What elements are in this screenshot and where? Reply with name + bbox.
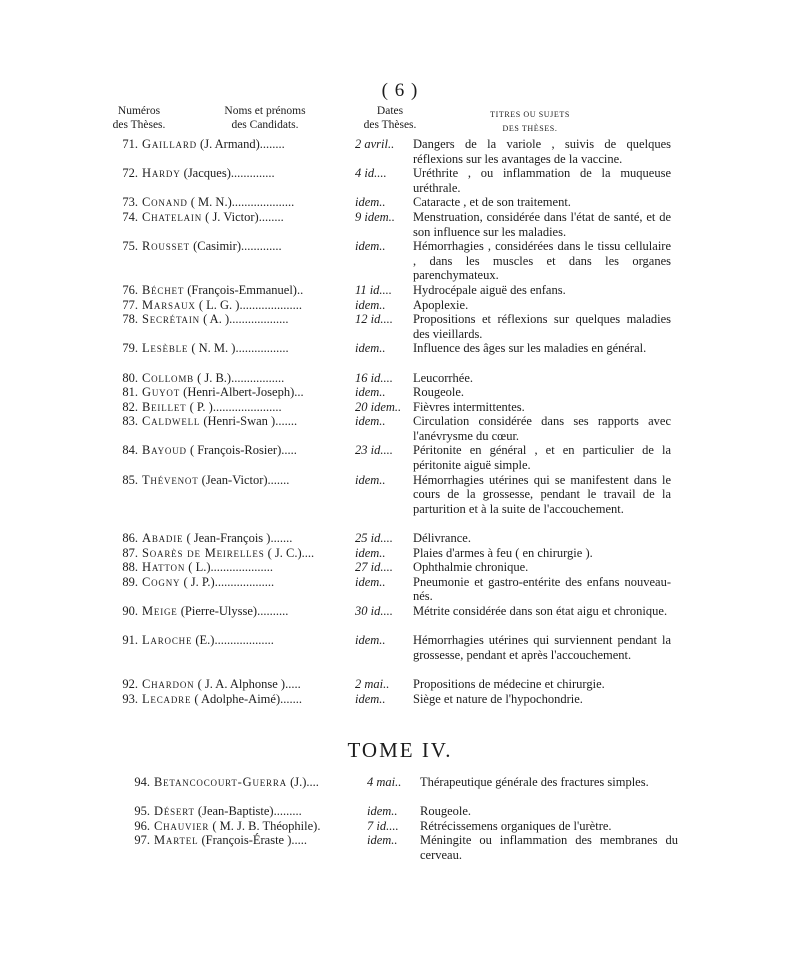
thesis-entry xyxy=(0,804,800,819)
thesis-title: Cataracte , et de son traitement. xyxy=(413,195,571,210)
thesis-title: Propositions et réflexions sur quelques maladies des vieillards. xyxy=(413,312,671,341)
candidate-name xyxy=(142,443,297,458)
dot-leader: ...................... xyxy=(212,399,282,414)
header-numbers-line2: des Thèses. xyxy=(112,119,166,131)
dot-leader: . xyxy=(317,818,321,833)
candidate-name xyxy=(154,833,307,848)
candidate-surname: Collomb xyxy=(142,370,194,385)
candidate-surname: Conand xyxy=(142,195,188,210)
entry-number: 91. xyxy=(122,633,138,648)
thesis-title: Thérapeutique générale des fractures simples. xyxy=(420,775,649,789)
entry-number: 79. xyxy=(122,341,138,356)
candidate-surname: Martel xyxy=(154,833,199,848)
thesis-entry xyxy=(0,283,800,298)
entry-number: 86. xyxy=(122,531,138,546)
candidate-given-names: ( J. C.) xyxy=(267,545,302,560)
candidate-given-names: (François-Emmanuel).. xyxy=(187,282,304,297)
thesis-date: 7 id.... xyxy=(367,818,399,833)
dot-leader: ................. xyxy=(231,370,285,385)
entry-number: 87. xyxy=(122,545,138,560)
header-numbers-line1: Numéros xyxy=(117,105,161,117)
dot-leader: .................... xyxy=(210,560,274,575)
thesis-entry xyxy=(0,385,800,400)
candidate-name xyxy=(142,677,301,692)
thesis-entry xyxy=(0,833,800,862)
dot-leader: ............. xyxy=(241,239,282,254)
entry-number: 94. xyxy=(134,775,150,789)
candidate-surname: Lecadre xyxy=(142,691,192,706)
candidate-name xyxy=(142,414,297,429)
thesis-title: Apoplexie. xyxy=(413,297,469,312)
entry-number: 82. xyxy=(122,399,138,414)
entry-number: 89. xyxy=(122,574,138,589)
thesis-date: idem.. xyxy=(355,691,386,706)
thesis-entry xyxy=(0,546,800,561)
candidate-name xyxy=(142,400,282,415)
thesis-entry xyxy=(0,692,800,707)
thesis-entry xyxy=(0,775,800,804)
thesis-entry xyxy=(0,371,800,386)
header-names-line2: des Candidats. xyxy=(231,119,299,131)
entry-number: 81. xyxy=(122,385,138,400)
candidate-given-names: ( François-Rosier) xyxy=(189,443,282,458)
thesis-title: Hémorrhagies utérines qui se manifestent dans le cours de la grossesse, pendant le travail de la parturition et à la suite de l'accouchement. xyxy=(413,472,671,516)
dot-leader: ................... xyxy=(229,312,289,327)
candidate-given-names: (Jacques) xyxy=(183,166,231,181)
dot-leader: ....... xyxy=(267,472,290,487)
entry-number: 73. xyxy=(122,195,138,210)
thesis-entry xyxy=(0,239,800,283)
entry-number: 77. xyxy=(122,297,138,312)
header-dates-line2: des Thèses. xyxy=(363,119,417,131)
candidate-name xyxy=(142,137,285,152)
thesis-entry xyxy=(0,560,800,575)
candidate-given-names: ( M. N.) xyxy=(190,195,232,210)
thesis-title: Rétrécissemens organiques de l'urètre. xyxy=(420,818,612,833)
candidate-given-names: (J.) xyxy=(290,775,307,789)
thesis-entry xyxy=(0,604,800,633)
candidate-given-names: ( A. ) xyxy=(203,312,230,327)
candidate-name xyxy=(142,166,275,181)
candidate-name xyxy=(142,210,284,225)
candidate-surname: Soarès de Meirelles xyxy=(142,545,265,560)
candidate-surname: Caldwell xyxy=(142,414,201,429)
thesis-list-tome-iv xyxy=(0,775,800,863)
dot-leader: ........ xyxy=(258,209,284,224)
candidate-surname: Hardy xyxy=(142,166,181,181)
entry-number: 90. xyxy=(122,604,138,619)
thesis-entry xyxy=(0,195,800,210)
entry-number: 95. xyxy=(134,804,150,819)
candidate-name xyxy=(142,575,274,590)
header-titles-line1: TITRES OU SUJETS xyxy=(490,110,570,119)
candidate-given-names: ( M. J. B. Théophile) xyxy=(212,818,318,833)
thesis-date: 12 id.... xyxy=(355,312,393,327)
entry-number: 74. xyxy=(122,209,138,224)
thesis-title: Uréthrite , ou inflammation de la muqueuse uréthrale. xyxy=(413,166,671,195)
thesis-title: Métrite considérée dans son état aigu et chronique. xyxy=(413,604,668,619)
thesis-date: idem.. xyxy=(355,341,386,356)
candidate-given-names: ( J. Victor) xyxy=(205,209,259,224)
candidate-surname: Lesèble xyxy=(142,341,189,356)
candidate-name xyxy=(142,560,273,575)
thesis-date: idem.. xyxy=(355,545,386,560)
dot-leader: ... xyxy=(294,385,304,400)
dot-leader: ........ xyxy=(259,137,285,151)
thesis-list xyxy=(0,137,800,706)
thesis-date: idem.. xyxy=(367,804,398,819)
thesis-title: Leucorrhée. xyxy=(413,370,474,385)
thesis-title: Menstruation, considérée dans l'état de santé, et de son influence sur les maladies. xyxy=(413,209,671,239)
candidate-name xyxy=(142,604,288,619)
candidate-surname: Rousset xyxy=(142,239,190,254)
header-dates-line1: Dates xyxy=(376,105,404,117)
dot-leader: .................... xyxy=(231,195,295,210)
candidate-name xyxy=(142,195,294,210)
entry-number: 83. xyxy=(122,414,138,429)
entry-number: 92. xyxy=(122,677,138,692)
candidate-given-names: (Jean-Victor) xyxy=(201,472,268,487)
dot-leader: ..... xyxy=(285,677,301,692)
candidate-given-names: (Pierre-Ulysse) xyxy=(180,604,258,619)
entry-number: 84. xyxy=(122,443,138,458)
candidate-name xyxy=(142,298,302,313)
thesis-date: 4 mai.. xyxy=(367,775,402,789)
candidate-given-names: (Henri-Swan ) xyxy=(203,414,276,429)
dot-leader: .............. xyxy=(230,166,275,181)
thesis-date: idem.. xyxy=(355,472,386,487)
thesis-entry xyxy=(0,819,800,834)
dot-leader: .... xyxy=(301,545,315,560)
thesis-date: idem.. xyxy=(355,297,386,312)
candidate-name xyxy=(142,531,292,546)
candidate-surname: Abadie xyxy=(142,531,184,546)
dot-leader: .................... xyxy=(239,297,302,312)
candidate-name xyxy=(142,546,314,561)
candidate-given-names: ( L. G. ) xyxy=(198,297,240,312)
thesis-title: Plaies d'armes à feu ( en chirurgie ). xyxy=(413,545,593,560)
thesis-date: idem.. xyxy=(367,833,398,848)
candidate-surname: Chatelain xyxy=(142,209,203,224)
candidate-given-names: ( J. B.) xyxy=(197,370,232,385)
thesis-title: Fièvres intermittentes. xyxy=(413,399,525,414)
thesis-title: Dangers de la variole , suivis de quelques réflexions sur les avantages de la vaccine. xyxy=(413,137,671,166)
dot-leader: ....... xyxy=(270,531,293,546)
dot-leader: ................... xyxy=(214,574,275,589)
candidate-name xyxy=(154,819,320,834)
candidate-given-names: (Casimir) xyxy=(193,239,241,254)
dot-leader: ................. xyxy=(235,341,289,356)
entry-number: 96. xyxy=(134,818,150,833)
thesis-date: 2 mai.. xyxy=(355,677,390,692)
candidate-given-names: ( P. ) xyxy=(189,399,213,414)
entry-number: 93. xyxy=(122,691,138,706)
candidate-given-names: (Jean-Baptiste) xyxy=(197,804,274,819)
thesis-title: Péritonite en général , et en particulier de la péritonite aiguë simple. xyxy=(413,443,671,473)
entry-number: 85. xyxy=(122,472,138,487)
header-titles-line2: DES THÈSES. xyxy=(502,124,558,133)
thesis-entry xyxy=(0,473,800,531)
thesis-entry xyxy=(0,414,800,443)
dot-leader: ..... xyxy=(281,443,297,458)
thesis-entry xyxy=(0,341,800,370)
candidate-name xyxy=(142,283,303,298)
header-titles xyxy=(465,108,595,136)
thesis-date: 27 id.... xyxy=(355,560,393,575)
candidate-given-names: ( N. M. ) xyxy=(191,341,236,356)
candidate-name xyxy=(142,692,302,707)
dot-leader: .... xyxy=(306,775,319,789)
tome-heading: TOME IV. xyxy=(347,738,453,762)
thesis-entry xyxy=(0,677,800,692)
thesis-entry xyxy=(0,531,800,546)
candidate-name xyxy=(142,385,304,400)
candidate-surname: Guyot xyxy=(142,385,181,400)
thesis-entry xyxy=(0,312,800,341)
candidate-given-names: (E.) xyxy=(195,633,215,648)
thesis-entry xyxy=(0,400,800,415)
candidate-given-names: (François-Éraste ) xyxy=(201,833,292,848)
dot-leader: ....... xyxy=(280,691,302,706)
candidate-surname: Gaillard xyxy=(142,137,197,151)
candidate-surname: Thévenot xyxy=(142,472,199,487)
candidate-given-names: ( L.) xyxy=(188,560,211,575)
page-number: ( 6 ) xyxy=(381,80,419,101)
candidate-name xyxy=(142,312,288,327)
candidate-surname: Meige xyxy=(142,604,178,619)
candidate-surname: Bayoud xyxy=(142,443,187,458)
header-numbers xyxy=(100,104,178,132)
candidate-surname: Chauvier xyxy=(154,818,210,833)
thesis-entry xyxy=(0,575,800,604)
thesis-title: Hydrocépale aiguë des enfans. xyxy=(413,282,566,297)
candidate-given-names: ( J. A. Alphonse ) xyxy=(197,677,286,692)
thesis-title: Influence des âges sur les maladies en général. xyxy=(413,341,647,356)
header-names-line1: Noms et prénoms xyxy=(224,105,306,117)
thesis-date: 9 idem.. xyxy=(355,209,395,224)
thesis-entry xyxy=(0,443,800,472)
thesis-entry xyxy=(0,298,800,313)
thesis-title: Méningite ou inflammation des membranes du cerveau. xyxy=(420,833,678,862)
entry-number: 72. xyxy=(122,166,138,181)
candidate-surname: Hatton xyxy=(142,560,186,575)
entry-number: 97. xyxy=(134,833,150,848)
thesis-date: 4 id.... xyxy=(355,166,387,181)
thesis-date: idem.. xyxy=(355,195,386,210)
candidate-given-names: ( Adolphe-Aimé) xyxy=(194,691,281,706)
candidate-surname: Cogny xyxy=(142,574,181,589)
candidate-given-names: (Henri-Albert-Joseph) xyxy=(183,385,295,400)
entry-number: 71. xyxy=(122,137,138,151)
candidate-name xyxy=(154,804,302,819)
entry-number: 88. xyxy=(122,560,138,575)
dot-leader: ....... xyxy=(275,414,298,429)
candidate-surname: Chardon xyxy=(142,677,195,692)
entry-number: 76. xyxy=(122,282,138,297)
thesis-title: Rougeole. xyxy=(420,804,472,819)
thesis-title: Hémorrhagies utérines qui surviennent pendant la grossesse, pendant et après l'accouchement. xyxy=(413,633,671,662)
thesis-date: idem.. xyxy=(355,414,386,429)
thesis-date: 16 id.... xyxy=(355,370,393,385)
thesis-title: Rougeole. xyxy=(413,385,465,400)
candidate-surname: Betancocourt-Guerra xyxy=(154,775,287,789)
thesis-entry xyxy=(0,633,800,677)
candidate-surname: Beillet xyxy=(142,399,187,414)
thesis-date: 25 id.... xyxy=(355,531,393,546)
entry-number: 75. xyxy=(122,239,138,254)
candidate-surname: Laroche xyxy=(142,633,193,648)
candidate-name xyxy=(142,473,289,488)
thesis-title: Pneumonie et gastro-entérite des enfans nouveau-nés. xyxy=(413,574,671,604)
thesis-date: idem.. xyxy=(355,633,386,648)
thesis-date: 11 id.... xyxy=(355,282,392,297)
dot-leader: .......... xyxy=(257,604,289,619)
thesis-entry xyxy=(0,166,800,195)
candidate-surname: Marsaux xyxy=(142,297,196,312)
candidate-name xyxy=(142,239,282,254)
candidate-given-names: ( Jean-François ) xyxy=(186,531,271,546)
candidate-surname: Béchet xyxy=(142,282,185,297)
entry-number: 78. xyxy=(122,312,138,327)
thesis-title: Délivrance. xyxy=(413,531,471,546)
dot-leader: ......... xyxy=(273,804,302,819)
candidate-surname: Secrétain xyxy=(142,312,200,327)
header-names xyxy=(195,104,335,132)
thesis-entry xyxy=(0,210,800,239)
candidate-name xyxy=(154,775,319,790)
thesis-title: Siège et nature de l'hypochondrie. xyxy=(413,691,583,706)
thesis-date: idem.. xyxy=(355,574,386,589)
thesis-title: Hémorrhagies , considérées dans le tissu cellulaire , dans les muscles et dans les organes parenchymateux. xyxy=(413,239,671,283)
thesis-date: idem.. xyxy=(355,385,386,400)
header-dates xyxy=(350,104,430,132)
candidate-given-names: (J. Armand) xyxy=(200,137,260,151)
thesis-title: Ophthalmie chronique. xyxy=(413,560,529,575)
thesis-date: 30 id.... xyxy=(355,604,393,619)
thesis-date: idem.. xyxy=(355,239,386,254)
entry-number: 80. xyxy=(122,370,138,385)
dot-leader: ................... xyxy=(214,633,274,648)
thesis-entry xyxy=(0,137,800,166)
candidate-name xyxy=(142,633,274,648)
dot-leader: ..... xyxy=(291,833,308,848)
thesis-title: Propositions de médecine et chirurgie. xyxy=(413,677,605,692)
candidate-name xyxy=(142,341,289,356)
candidate-given-names: ( J. P.) xyxy=(183,574,215,589)
thesis-date: 2 avril.. xyxy=(355,137,395,151)
candidate-name xyxy=(142,371,284,386)
thesis-title: Circulation considérée dans ses rapports avec l'anévrysme du cœur. xyxy=(413,414,671,443)
candidate-surname: Désert xyxy=(154,804,195,819)
thesis-date: 20 idem.. xyxy=(355,399,402,414)
thesis-date: 23 id.... xyxy=(355,443,393,458)
